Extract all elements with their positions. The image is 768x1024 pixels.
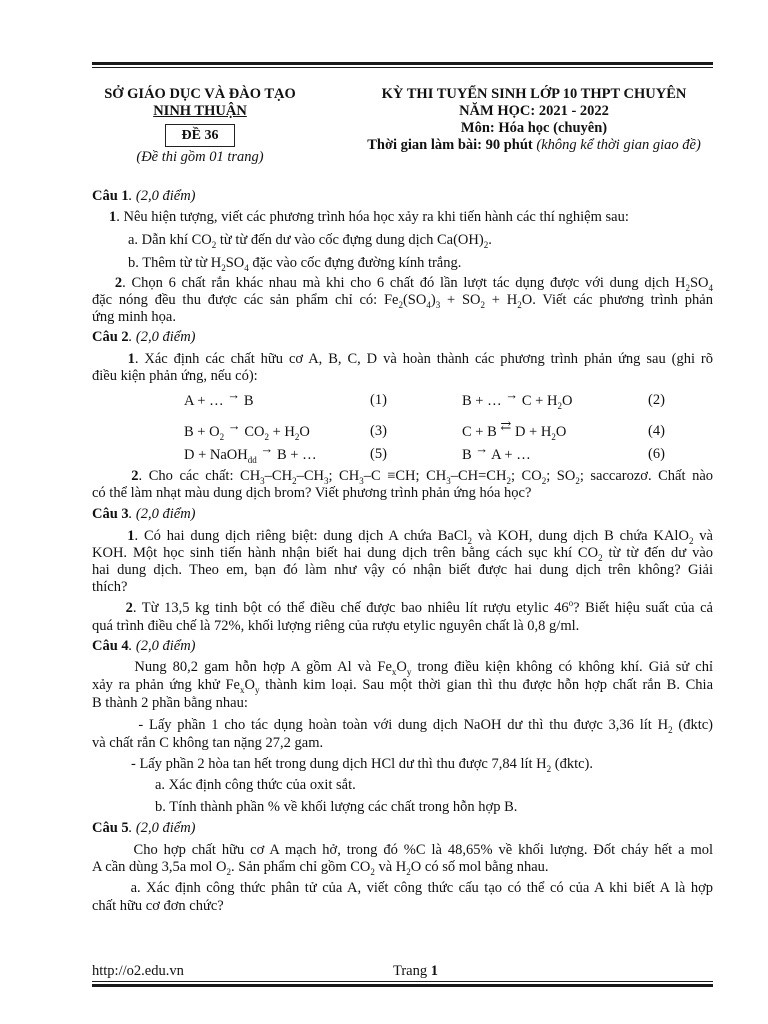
equation-number-3: (3) — [370, 423, 387, 439]
q3-part2-line1: 2. Từ 13,5 kg tinh bột có thể điều chế được bao nhiêu lít rượu etylic 46$^o$? Biết hiệu suất của cả — [125, 598, 713, 616]
q5-line3: a. Xác định công thức phân tử của A, viết công thức cấu tạo có thể có của A khi biết A là hợp — [92, 880, 713, 896]
q4-line5: và chất rắn C không tan nặng 27,2 gam. — [92, 735, 324, 751]
q4-line3: B thành 2 phần bằng nhau: — [92, 695, 248, 711]
equation-3: $B + O_2 \to CO_2 + H_2O$ — [184, 418, 310, 442]
exam-code: ĐỀ 36 — [165, 124, 235, 147]
q1-part2-line1: 2. Chọn 6 chất rắn khác nhau mà khi cho 6 chất đó lần lượt tác dụng được với dung dịch $H_2SO_4$ — [114, 275, 714, 293]
q5-heading: Câu 5. (2,0 điểm) — [92, 820, 196, 836]
bottom-rule-thin — [92, 981, 713, 982]
equation-4: C + B ⇄ $D + H_2O$ — [462, 418, 567, 442]
equation-1: A + … → B — [184, 387, 254, 409]
top-rule-thick — [92, 62, 713, 65]
q1-part2-line2: đặc nóng đều thu được các sản phẩm chỉ có: $Fe_2(SO_4)_3 + SO_2 + H_2O$. Viết các phương trình phản — [92, 292, 713, 310]
q2-part1-line2: điều kiện phản ứng, nếu có): — [92, 368, 258, 384]
q5-line1: Cho hợp chất hữu cơ A mạch hở, trong đó %C là 48,65% về khối lượng. Đốt cháy hết a mol — [92, 842, 713, 858]
q2-part2-line1: 2. Cho các chất: $CH_3-CH_2-CH_3$; $CH_3-C \equiv CH$; $CH_3-CH=CH_2$; $CO_2$; $SO_2$; saccarozơ. Chất nào — [131, 468, 714, 486]
q4-line2: xảy ra phản ứng khử $Fe_xO_y$ thành kim loại. Sau một thời gian thì thu được hỗn hợp chất rắn B. Chia — [92, 677, 714, 695]
q3-part2-line2: quá trình điều chế là 72%, khối lượng riêng của rượu etylic nguyên chất là 0,8 g/ml. — [92, 618, 580, 634]
equation-6: B → A + … — [462, 441, 531, 463]
q5-line2: A cần dùng 3,5a mol $O_2$. Sản phẩm chỉ gồm $CO_2$ và $H_2O$ có số mol bằng nhau. — [92, 859, 549, 877]
footer-url[interactable]: http://o2.edu.vn — [92, 963, 184, 979]
exam-title: KỲ THI TUYỂN SINH LỚP 10 THPT CHUYÊN — [381, 86, 687, 102]
equation-2: B + … → $C + H_2O$ — [462, 387, 573, 411]
q4-heading: Câu 4. (2,0 điểm) — [92, 638, 196, 654]
q4-line7: a. Xác định công thức của oxit sắt. — [155, 777, 356, 793]
q2-heading: Câu 2. (2,0 điểm) — [92, 329, 196, 345]
equation-number-2: (2) — [648, 392, 665, 408]
q5-line4: chất hữu cơ đơn chức? — [92, 898, 224, 914]
equation-number-4: (4) — [648, 423, 665, 439]
q4-line1: Nung 80,2 gam hỗn hợp A gồm Al và $Fe_xO_y$ trong điều kiện không có không khí. Giả sử chỉ — [92, 659, 713, 677]
q1-part1-b: b. Thêm từ từ $H_2SO_4$ đặc vào cốc đựng đường kính trắng. — [128, 255, 462, 273]
subject: Môn: Hóa học (chuyên) — [460, 120, 608, 136]
q3-part1-line3: hai dung dịch. Theo em, bạn đó làm như vậy có nhận biết được hai dung dịch trên không? Giải — [92, 562, 713, 578]
q1-part1-a: a. Dẫn khí $CO_2$ từ từ đến dư vào cốc đựng dung dịch $Ca(OH)_2$. — [128, 232, 492, 250]
province-name: NINH THUẬN — [153, 103, 247, 119]
q1-part1: 1. Nêu hiện tượng, viết các phương trình hóa học xảy ra khi tiến hành các thí nghiệm sau: — [109, 209, 629, 225]
bottom-rule-thick — [92, 984, 713, 987]
q1-heading: Câu 1. (2,0 điểm) — [92, 188, 196, 204]
department-name: SỞ GIÁO DỤC VÀ ĐÀO TẠO — [104, 86, 296, 102]
q2-part1-line1: 1. Xác định các chất hữu cơ A, B, C, D và hoàn thành các phương trình phản ứng sau (ghi rõ — [127, 351, 713, 367]
q4-line6: - Lấy phần 2 hòa tan hết trong dung dịch HCl dư thì thu được 7,84 lít $H_2$ (đktc). — [131, 756, 594, 774]
time-limit — [345, 137, 723, 154]
equation-number-6: (6) — [648, 446, 665, 462]
equation-number-5: (5) — [370, 446, 387, 462]
q3-heading: Câu 3. (2,0 điểm) — [92, 506, 196, 522]
q1-part2-line3: ứng minh họa. — [92, 309, 176, 325]
time-limit-main: Thời gian làm bài: 90 phút — [367, 137, 533, 153]
q3-part1-line2: KOH. Một học sinh tiến hành nhận biết hai dung dịch trên bằng cách sục khí $CO_2$ từ từ đến dư vào — [92, 545, 713, 563]
time-limit-note: (không kể thời gian giao đề) — [536, 137, 701, 153]
q2-part2-line2: có thể làm nhạt màu dung dịch brom? Viết phương trình phản ứng hóa học? — [92, 485, 532, 501]
top-rule-thin — [92, 67, 713, 68]
equation-number-1: (1) — [370, 392, 387, 408]
footer-page: Trang 1 — [393, 963, 438, 979]
page-count-note: (Đề thi gồm 01 trang) — [136, 149, 264, 165]
q3-part1-line4: thích? — [92, 579, 128, 595]
equation-5: D + NaOH$_{dd}$ → B + … — [184, 441, 317, 465]
q4-line8: b. Tính thành phần % về khối lượng các chất trong hỗn hợp B. — [155, 799, 518, 815]
q3-part1-line1: 1. Có hai dung dịch riêng biệt: dung dịch A chứa BaCl$_2$ và KOH, dung dịch B chứa KAlO$_2$ và — [127, 528, 713, 546]
school-year: NĂM HỌC: 2021 - 2022 — [459, 103, 609, 119]
q4-line4: - Lấy phần 1 cho tác dụng hoàn toàn với dung dịch NaOH dư thì thu được 3,36 lít $H_2$ (đktc) — [92, 717, 713, 735]
